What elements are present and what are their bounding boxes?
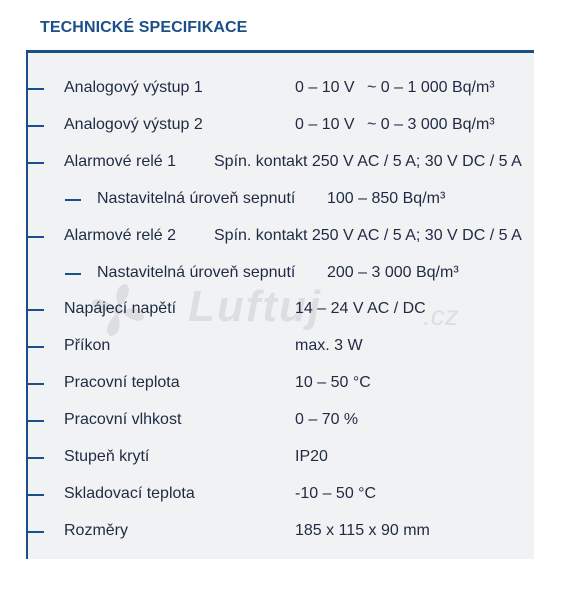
spec-row <box>0 299 564 319</box>
tree-branch-dash <box>26 162 44 164</box>
spec-value: IP20 <box>295 448 328 465</box>
spec-label: Alarmové relé 2 <box>64 227 177 244</box>
spec-value-secondary: ~ 0 – 3 000 Bq/m³ <box>367 116 495 133</box>
spec-value: Spín. kontakt 250 V AC / 5 A; 30 V DC / 5 A <box>214 227 522 244</box>
tree-branch-dash <box>26 125 44 127</box>
spec-value-secondary: ~ 0 – 1 000 Bq/m³ <box>367 79 495 96</box>
spec-value: 0 – 70 % <box>295 411 359 428</box>
spec-label: Pracovní vlhkost <box>64 411 182 428</box>
tree-branch-dash <box>26 309 44 311</box>
spec-value: max. 3 W <box>295 337 363 354</box>
spec-row <box>0 115 564 135</box>
tree-branch-dash <box>65 199 81 201</box>
spec-value: 100 – 850 Bq/m³ <box>327 190 446 207</box>
spec-row <box>0 521 564 541</box>
spec-label: Skladovací teplota <box>64 485 195 502</box>
spec-row <box>0 484 564 504</box>
spec-title: TECHNICKÉ SPECIFIKACE <box>40 19 248 36</box>
spec-label: Analogový výstup 2 <box>64 116 203 133</box>
spec-label: Příkon <box>64 337 111 354</box>
spec-label: Napájecí napětí <box>64 300 177 317</box>
spec-label: Analogový výstup 1 <box>64 79 203 96</box>
spec-label: Nastavitelná úroveň sepnutí <box>97 190 296 207</box>
tree-branch-dash <box>26 88 44 90</box>
tree-branch-dash <box>26 457 44 459</box>
spec-value: 0 – 10 V <box>295 116 355 133</box>
spec-label: Alarmové relé 1 <box>64 153 177 170</box>
tree-branch-dash <box>26 236 44 238</box>
spec-label: Stupeň krytí <box>64 448 150 465</box>
spec-label: Rozměry <box>64 522 129 539</box>
spec-value: 185 x 115 x 90 mm <box>295 522 430 539</box>
spec-subrow <box>0 189 564 209</box>
spec-row <box>0 447 564 467</box>
tree-branch-dash <box>65 273 81 275</box>
tree-branch-dash <box>26 346 44 348</box>
spec-label: Nastavitelná úroveň sepnutí <box>97 264 296 281</box>
spec-row <box>0 373 564 393</box>
spec-value: Spín. kontakt 250 V AC / 5 A; 30 V DC / 5 A <box>214 153 522 170</box>
tree-branch-dash <box>26 494 44 496</box>
spec-label: Pracovní teplota <box>64 374 180 391</box>
spec-row <box>0 78 564 98</box>
tree-branch-dash <box>26 383 44 385</box>
spec-subrow <box>0 263 564 283</box>
spec-value: 0 – 10 V <box>295 79 355 96</box>
tree-branch-dash <box>26 531 44 533</box>
panel-top-border <box>26 50 534 53</box>
spec-row <box>0 336 564 356</box>
spec-value: 10 – 50 °C <box>295 374 371 391</box>
spec-row <box>0 226 564 246</box>
spec-row <box>0 152 564 172</box>
spec-value: -10 – 50 °C <box>295 485 377 502</box>
tree-branch-dash <box>26 420 44 422</box>
spec-value: 14 – 24 V AC / DC <box>295 300 426 317</box>
spec-row <box>0 410 564 430</box>
spec-value: 200 – 3 000 Bq/m³ <box>327 264 459 281</box>
